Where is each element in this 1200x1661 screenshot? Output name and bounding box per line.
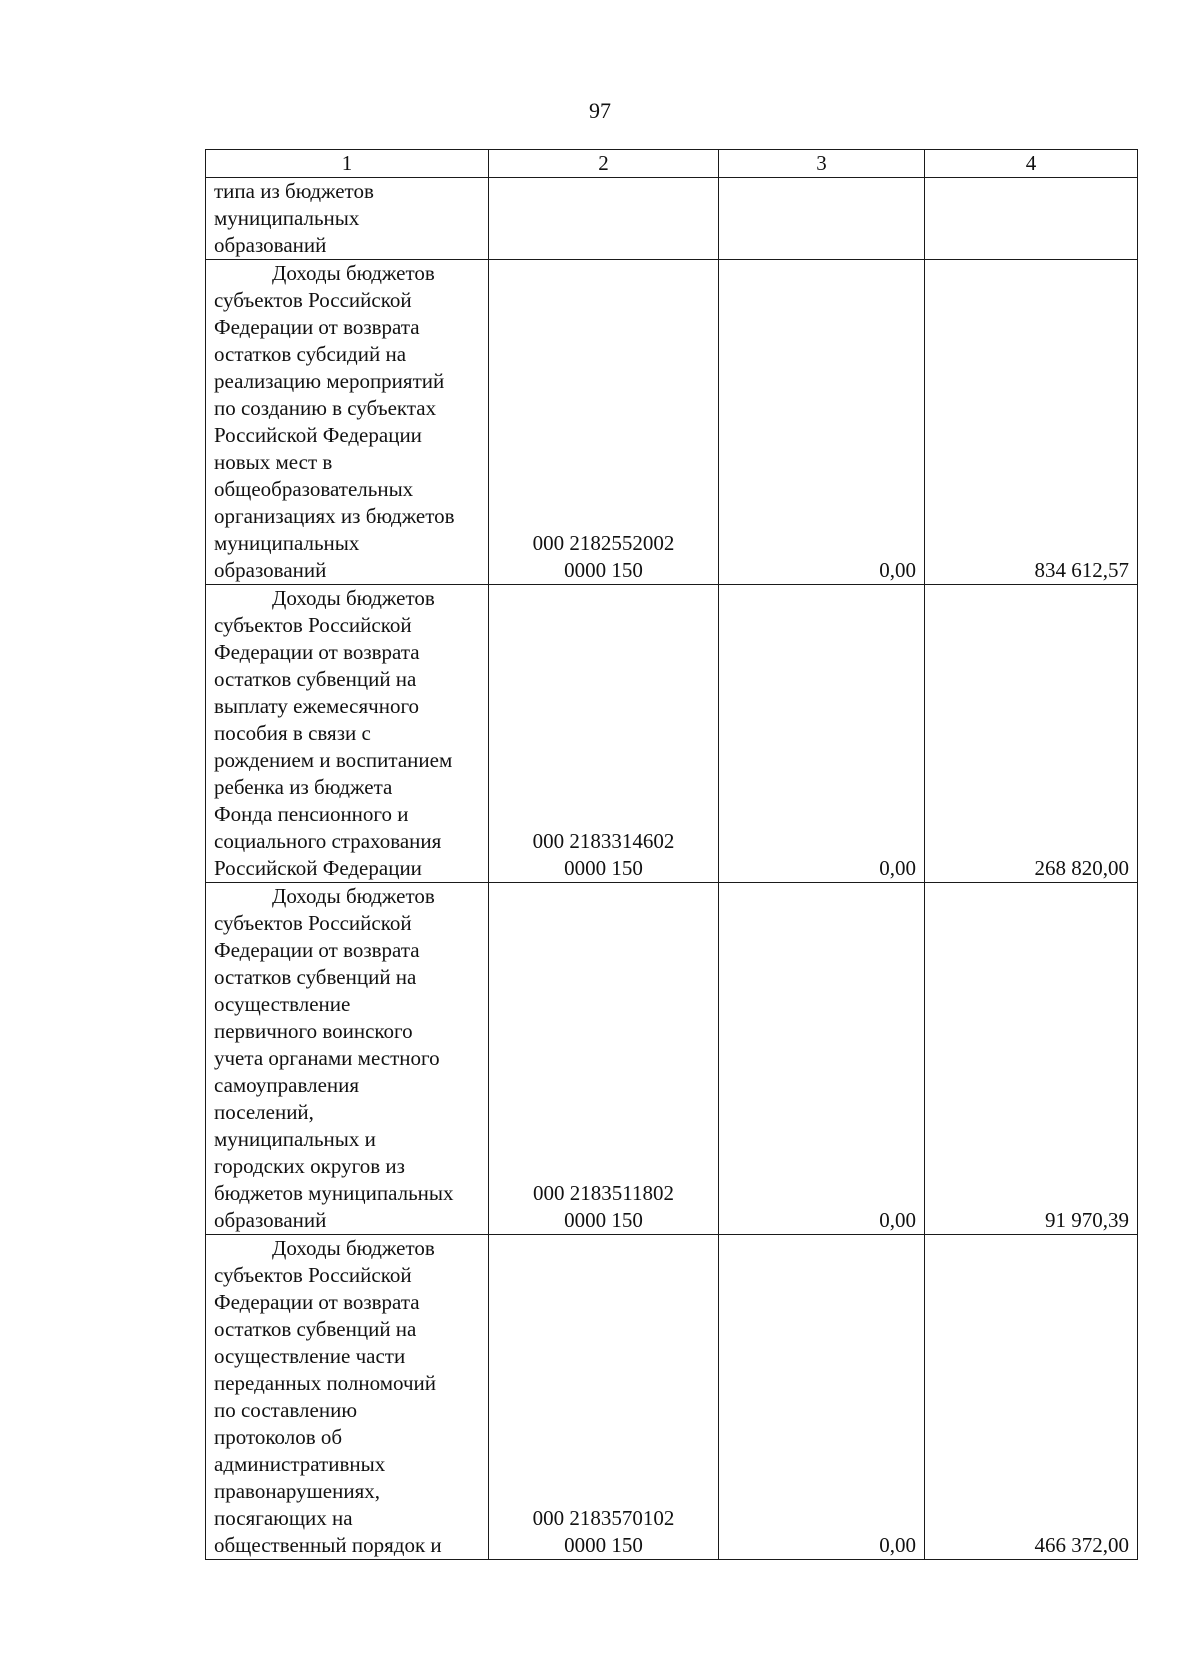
amount-col-4: 834 612,57 xyxy=(925,260,1138,585)
income-name-line: Федерации от возврата xyxy=(214,640,420,664)
income-name-line: переданных полномочий xyxy=(214,1371,437,1395)
header-col-3: 3 xyxy=(719,150,925,178)
income-name-line: первичного воинского xyxy=(214,1019,413,1043)
income-name-line: правонарушениях, xyxy=(214,1479,380,1503)
income-name-line: субъектов Российской xyxy=(214,613,412,637)
table-row xyxy=(206,883,1138,1235)
income-name-line: типа из бюджетов xyxy=(214,179,374,203)
budget-code-line: 000 2183314602 xyxy=(532,829,675,853)
income-name-line: осуществление xyxy=(214,992,351,1016)
income-name-line: по созданию в субъектах xyxy=(214,396,437,420)
income-name-line: общественный порядок и xyxy=(214,1533,442,1557)
income-name-cell xyxy=(206,260,489,585)
income-name-cell xyxy=(206,1235,489,1560)
amount-col-4: 268 820,00 xyxy=(925,585,1138,883)
income-name-cell xyxy=(206,883,489,1235)
income-name-line: поселений, xyxy=(214,1100,314,1124)
income-name-line: Федерации от возврата xyxy=(214,1290,420,1314)
income-name-line: протоколов об xyxy=(214,1425,343,1449)
income-name-line: Доходы бюджетов xyxy=(272,884,435,908)
amount-col-3: 0,00 xyxy=(719,260,925,585)
income-name-line: выплату ежемесячного xyxy=(214,694,420,718)
income-name-line: Федерации от возврата xyxy=(214,938,420,962)
budget-code-cell xyxy=(489,260,719,585)
budget-code-line: 0000 150 xyxy=(564,1208,643,1232)
income-name-line: субъектов Российской xyxy=(214,911,412,935)
header-col-2: 2 xyxy=(489,150,719,178)
budget-code-line: 000 2183511802 xyxy=(533,1181,674,1205)
income-name-line: Доходы бюджетов xyxy=(272,586,435,610)
amount-col-3: 0,00 xyxy=(719,585,925,883)
income-name-line: административных xyxy=(214,1452,386,1476)
income-name-line: остатков субвенций на xyxy=(214,1317,417,1341)
income-name-cell xyxy=(206,178,489,260)
income-name-line: пособия в связи с xyxy=(214,721,371,745)
income-name-line: муниципальных xyxy=(214,531,360,555)
header-col-4: 4 xyxy=(925,150,1138,178)
income-name-line: остатков субвенций на xyxy=(214,667,417,691)
budget-code-cell xyxy=(489,585,719,883)
income-name-line: муниципальных и xyxy=(214,1127,376,1151)
income-name-line: остатков субсидий на xyxy=(214,342,407,366)
amount-col-4 xyxy=(925,178,1138,260)
income-name-line: Российской Федерации xyxy=(214,856,422,880)
income-name-line: городских округов из xyxy=(214,1154,405,1178)
income-name-cell xyxy=(206,585,489,883)
income-name-line: Доходы бюджетов xyxy=(272,261,435,285)
income-name-line: образований xyxy=(214,558,327,582)
amount-col-3 xyxy=(719,178,925,260)
income-name-line: социального страхования xyxy=(214,829,442,853)
income-name-line: остатков субвенций на xyxy=(214,965,417,989)
budget-code-cell xyxy=(489,883,719,1235)
amount-col-3: 0,00 xyxy=(719,883,925,1235)
budget-code-cell xyxy=(489,178,719,260)
header-col-1: 1 xyxy=(206,150,489,178)
budget-code-line: 0000 150 xyxy=(564,1533,643,1557)
income-name-line: новых мест в xyxy=(214,450,333,474)
income-name-line: Российской Федерации xyxy=(214,423,422,447)
income-name-line: образований xyxy=(214,1208,327,1232)
amount-col-3: 0,00 xyxy=(719,1235,925,1560)
amount-col-4: 466 372,00 xyxy=(925,1235,1138,1560)
budget-table xyxy=(205,149,1138,1560)
income-name-line: субъектов Российской xyxy=(214,288,412,312)
income-name-line: образований xyxy=(214,233,327,257)
table-row xyxy=(206,1235,1138,1560)
amount-col-4: 91 970,39 xyxy=(925,883,1138,1235)
income-name-line: рождением и воспитанием xyxy=(214,748,453,772)
table-row xyxy=(206,585,1138,883)
income-name-line: Доходы бюджетов xyxy=(272,1236,435,1260)
table-body xyxy=(206,178,1138,1560)
income-name-line: ребенка из бюджета xyxy=(214,775,393,799)
budget-code-cell xyxy=(489,1235,719,1560)
header-row xyxy=(206,150,1138,178)
table-row xyxy=(206,178,1138,260)
budget-code-line: 000 2182552002 xyxy=(532,531,675,555)
budget-code-line: 0000 150 xyxy=(564,856,643,880)
income-name-line: субъектов Российской xyxy=(214,1263,412,1287)
income-name-line: учета органами местного xyxy=(214,1046,440,1070)
income-name-line: организациях из бюджетов xyxy=(214,504,455,528)
income-name-line: бюджетов муниципальных xyxy=(214,1181,454,1205)
budget-code-line: 0000 150 xyxy=(564,558,643,582)
income-name-line: Федерации от возврата xyxy=(214,315,420,339)
income-name-line: Фонда пенсионного и xyxy=(214,802,409,826)
income-name-line: муниципальных xyxy=(214,206,360,230)
income-name-line: посягающих на xyxy=(214,1506,353,1530)
income-name-line: общеобразовательных xyxy=(214,477,414,501)
income-name-line: самоуправления xyxy=(214,1073,360,1097)
table-row xyxy=(206,260,1138,585)
income-name-line: по составлению xyxy=(214,1398,358,1422)
income-name-line: осуществление части xyxy=(214,1344,406,1368)
budget-code-line: 000 2183570102 xyxy=(532,1506,675,1530)
page-number: 97 xyxy=(589,98,611,123)
income-name-line: реализацию мероприятий xyxy=(214,369,445,393)
